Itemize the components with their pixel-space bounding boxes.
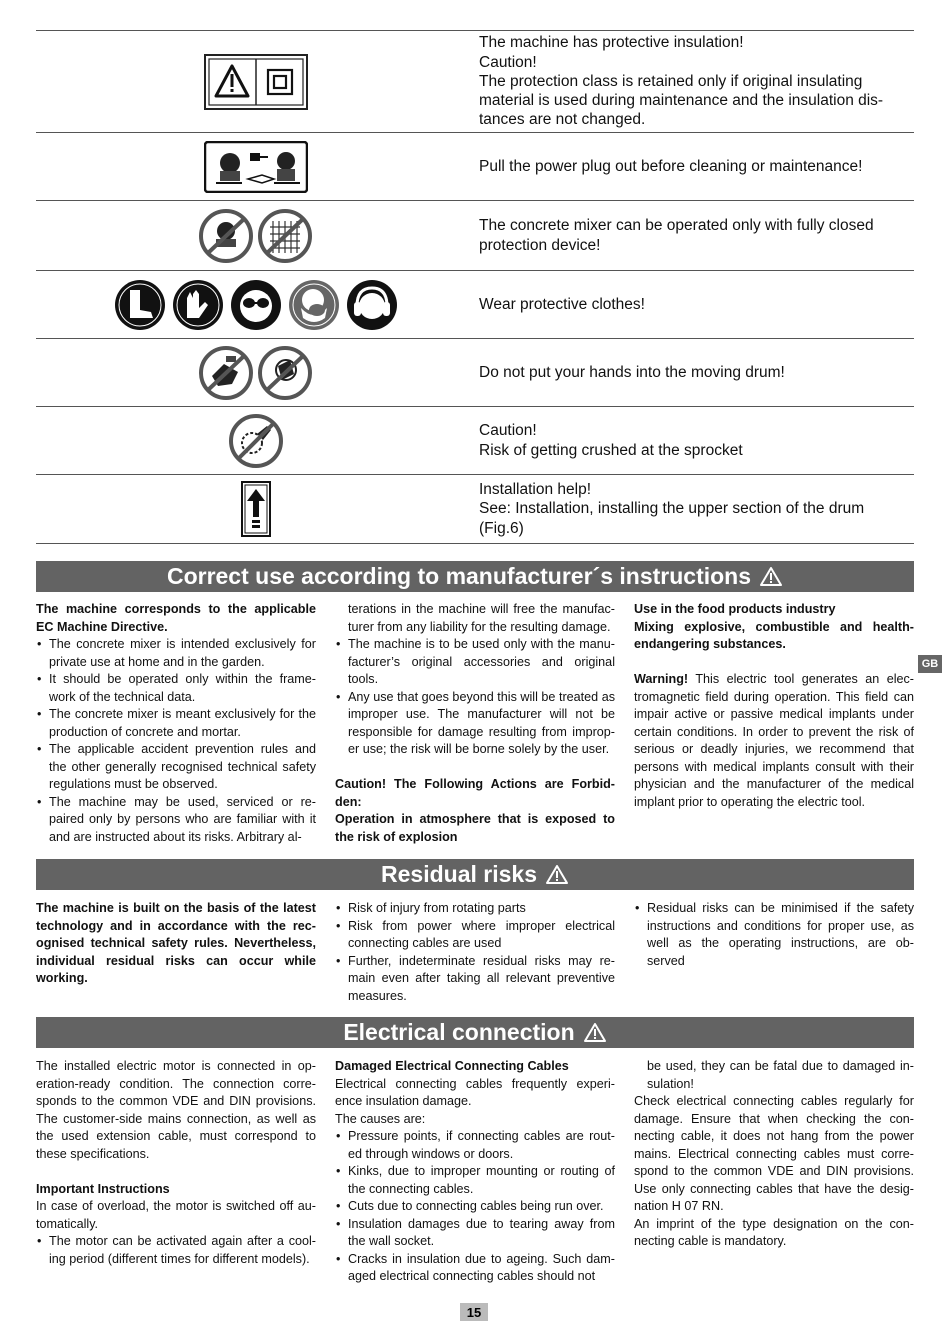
list-item: • Insulation damages due to tearing away from the wall socket. bbox=[335, 1216, 615, 1251]
safety-goggles-icon bbox=[229, 278, 283, 332]
warning-label: Warning! bbox=[634, 672, 689, 686]
symbol-text-line: The concrete mixer can be operated only with fully closed bbox=[479, 217, 874, 235]
bullet-list bbox=[634, 900, 914, 970]
section-header-residual-risks bbox=[36, 859, 914, 890]
no-hands-in-drum-icon bbox=[198, 344, 314, 402]
list-item: • Cracks in insulation due to ageing. Such dam-aged electrical connecting cables should not bbox=[335, 1251, 615, 1286]
symbol-text-line: The machine has protective insulation! bbox=[479, 34, 744, 52]
section-header-correct-use bbox=[36, 561, 914, 592]
column bbox=[634, 601, 914, 846]
symbol-row bbox=[36, 201, 914, 271]
section-title: Correct use according to manufacturer´s instructions bbox=[166, 563, 752, 589]
subheading: Important Instructions bbox=[36, 1181, 170, 1196]
bullet-list bbox=[335, 636, 615, 759]
symbol-text-line: material is used during maintenance and the insulation dis- bbox=[479, 92, 884, 110]
symbol-text-line: tances are not changed. bbox=[479, 111, 646, 129]
list-item: • Further, indeterminate residual risks may re-main even after taking all relevant preventive measures. bbox=[335, 953, 615, 1006]
symbol-text-line: (Fig.6) bbox=[479, 519, 524, 537]
bullet-list bbox=[335, 1128, 615, 1286]
language-tab: GB bbox=[918, 655, 942, 673]
correct-use-columns bbox=[36, 601, 914, 846]
column bbox=[36, 1058, 316, 1286]
warning-paragraph bbox=[634, 671, 914, 811]
paragraph-bold: Use in the food products industry bbox=[634, 602, 836, 616]
column bbox=[36, 900, 316, 1005]
warning-triangle-icon bbox=[545, 864, 569, 885]
symbol-text-line: Risk of getting crushed at the sprocket bbox=[479, 441, 743, 459]
symbol-text-line: The protection class is retained only if original insulating bbox=[479, 72, 863, 90]
list-item: • Any use that goes beyond this will be treated as improper use. The manufacturer will not be responsible for damage resulting from improp-er use; the risk will be borne solely by the user. bbox=[335, 689, 615, 759]
paragraph-bold: Operation in atmosphere that is exposed to the risk of explosion bbox=[335, 812, 615, 844]
list-item: • Risk from power where improper electrical connecting cables are used bbox=[335, 918, 615, 953]
subheading: Damaged Electrical Connecting Cables bbox=[335, 1059, 569, 1073]
paragraph-bold: The machine is built on the basis of the latest technology and in accordance with the rec-ognised technical safety rules. Nevertheless, individual residual risks can occur while working. bbox=[36, 901, 316, 985]
paragraph: In case of overload, the motor is switched off au-tomatically. bbox=[36, 1199, 316, 1231]
unplug-before-maintenance-icon bbox=[204, 141, 308, 193]
protective-insulation-icon bbox=[204, 54, 308, 110]
paragraph: The installed electric motor is connected in op-eration-ready condition. The connection corre-sponds to the common VDE and DIN provisions. The customer-side mains connection, as well as the used extension cable, must correspond to these specifications. bbox=[36, 1059, 316, 1161]
bullet-list bbox=[335, 900, 615, 1005]
list-item: • Kinks, due to improper mounting or routing of the connecting cables. bbox=[335, 1163, 615, 1198]
paragraph: The causes are: bbox=[335, 1111, 426, 1126]
dust-mask-icon bbox=[287, 278, 341, 332]
column bbox=[634, 900, 914, 1005]
paragraph: Electrical connecting cables frequently experi-ence insulation damage. bbox=[335, 1076, 615, 1108]
symbol-row bbox=[36, 133, 914, 201]
residual-risks-columns bbox=[36, 900, 914, 1005]
symbol-text-line: Pull the power plug out before cleaning or maintenance! bbox=[479, 157, 863, 175]
list-item: • Cuts due to connecting cables being run over. bbox=[335, 1198, 615, 1216]
column bbox=[634, 1058, 914, 1286]
list-item-continued: terations in the machine will free the manufac-turer from any liability for the resulting damage. bbox=[348, 602, 615, 634]
list-item-continued: be used, they can be fatal due to damaged in-sulation! bbox=[647, 1059, 914, 1091]
ear-protection-icon bbox=[345, 278, 399, 332]
section-title: Electrical connection bbox=[343, 1019, 575, 1045]
symbol-text-line: protection device! bbox=[479, 236, 601, 254]
section-title: Residual risks bbox=[381, 861, 537, 887]
warning-triangle-icon bbox=[759, 566, 783, 587]
symbol-table bbox=[36, 30, 914, 544]
paragraph-bold: The machine corresponds to the applicable EC Machine Directive. bbox=[36, 602, 316, 634]
symbol-text-line: Caution! bbox=[479, 53, 537, 71]
installation-arrow-icon bbox=[241, 481, 271, 537]
paragraph: An imprint of the type designation on the con-necting cable is mandatory. bbox=[634, 1216, 914, 1248]
symbol-text-line: See: Installation, installing the upper section of the drum bbox=[479, 500, 865, 518]
list-item: • Pressure points, if connecting cables are rout-ed through windows or doors. bbox=[335, 1128, 615, 1163]
list-item: • Residual risks can be minimised if the safety instructions and conditions for proper use, as well as the operating instructions, are ob-served bbox=[634, 900, 914, 970]
warning-triangle-icon bbox=[583, 1022, 607, 1043]
symbol-row bbox=[36, 475, 914, 544]
bullet-list bbox=[36, 636, 316, 846]
safety-boots-icon bbox=[113, 278, 167, 332]
column bbox=[335, 900, 615, 1005]
electrical-connection-columns bbox=[36, 1058, 914, 1286]
list-item: • The motor can be activated again after a cool-ing period (different times for different models). bbox=[36, 1233, 316, 1268]
section-header-electrical-connection bbox=[36, 1017, 914, 1048]
column bbox=[335, 1058, 615, 1286]
page-number: 15 bbox=[460, 1303, 488, 1321]
symbol-row bbox=[36, 271, 914, 339]
symbol-text-line: Installation help! bbox=[479, 481, 592, 499]
paragraph-bold: Mixing explosive, combustible and health-endangering substances. bbox=[634, 619, 914, 651]
closed-protection-device-icon bbox=[198, 207, 314, 265]
paragraph: Check electrical connecting cables regularly for damage. Ensure that when checking the con-necting cable, it does not hang from the power mains. Electrical connecting cables must corre-spond to the common VDE and DIN provisions. Use only connecting cables that have the desig-nation H 07 RN. bbox=[634, 1094, 914, 1213]
symbol-row bbox=[36, 31, 914, 133]
paragraph-bold: Caution! The Following Actions are Forbid-den: bbox=[335, 777, 615, 809]
list-item: • The machine is to be used only with the manu-facturer’s original accessories and original tools. bbox=[335, 636, 615, 689]
column bbox=[335, 601, 615, 846]
symbol-row bbox=[36, 339, 914, 407]
list-item: • It should be operated only within the frame-work of the technical data. bbox=[36, 671, 316, 706]
list-item: • The concrete mixer is meant exclusively for the production of concrete and mortar. bbox=[36, 706, 316, 741]
column bbox=[36, 601, 316, 846]
list-item: • The applicable accident prevention rules and the other generally recognised technical safety regulations must be observed. bbox=[36, 741, 316, 794]
symbol-text-line: Do not put your hands into the moving drum! bbox=[479, 363, 785, 381]
bullet-list bbox=[36, 1233, 316, 1268]
gloves-icon bbox=[171, 278, 225, 332]
symbol-text-line: Wear protective clothes! bbox=[479, 295, 645, 313]
warning-text: This electric tool generates an elec-tromagnetic field during operation. This field can impair active or passive medical implants under certain conditions. In order to prevent the risk of serious or deadly injuries, we recommend that persons with medical implants consult with their physician and the manufacturer of the medical implant prior to operating the electric tool. bbox=[634, 672, 914, 809]
symbol-text-line: Caution! bbox=[479, 422, 537, 440]
list-item: • Risk of injury from rotating parts bbox=[335, 900, 615, 918]
sprocket-crush-icon bbox=[227, 412, 285, 470]
list-item: • The concrete mixer is intended exclusively for private use at home and in the garden. bbox=[36, 636, 316, 671]
symbol-row bbox=[36, 407, 914, 475]
list-item: • The machine may be used, serviced or re-paired only by persons who are familiar with it and are instructed about its risks. Arbitrary al- bbox=[36, 794, 316, 847]
